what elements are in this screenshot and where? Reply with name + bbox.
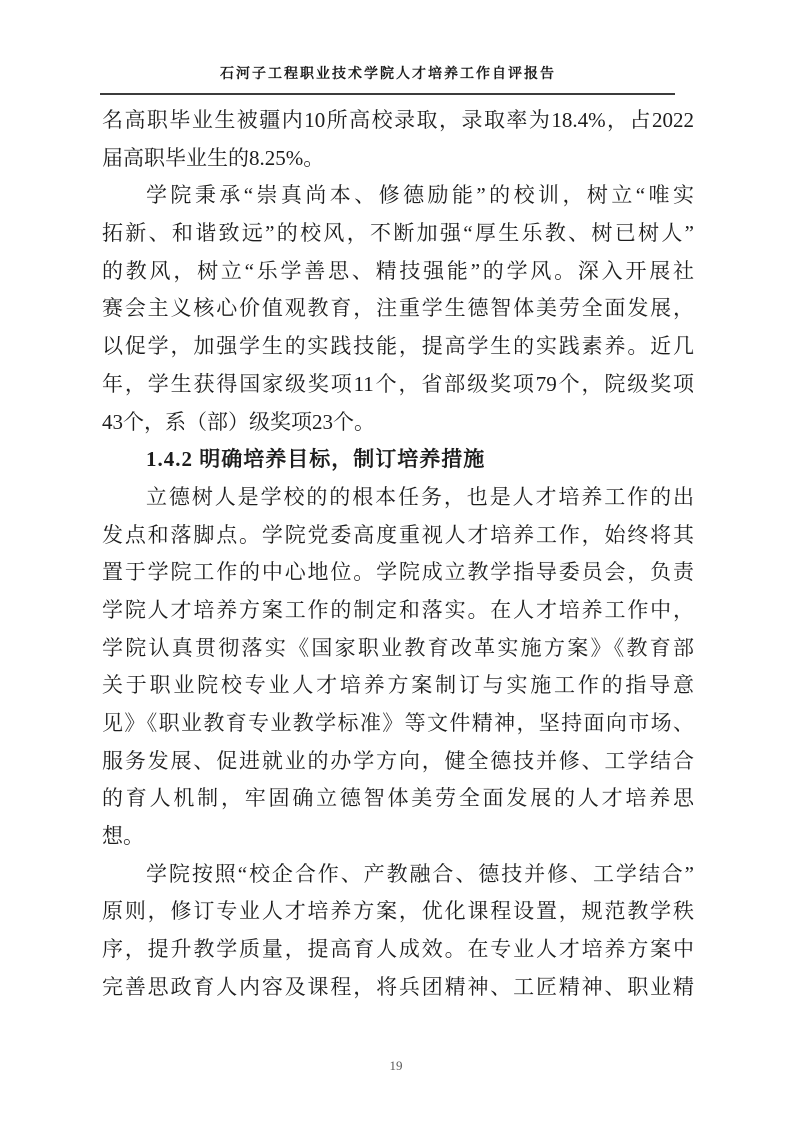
text-line: 43个，系（部）级奖项23个。 bbox=[102, 409, 375, 434]
text-line: 赛会主义核心价值观教育，注重学生德智体美劳全面发展， bbox=[102, 296, 694, 321]
text-line: 学院认真贯彻落实《国家职业教育改革实施方案》《教育部 bbox=[102, 635, 694, 660]
text-line: 想。 bbox=[102, 824, 144, 849]
text-line: 服务发展、促进就业的办学方向，健全德技并修、工学结合 bbox=[102, 748, 694, 773]
text-line: 关于职业院校专业人才培养方案制订与实施工作的指导意 bbox=[102, 673, 694, 698]
text-line: 学院按照“校企合作、产教融合、德技并修、工学结合” bbox=[146, 861, 694, 886]
text-line: 学院人才培养方案工作的制定和落实。在人才培养工作中， bbox=[102, 597, 694, 622]
text-line: 年，学生获得国家级奖项11个，省部级奖项79个，院级奖项 bbox=[102, 371, 694, 396]
text-line: 以促学，加强学生的实践技能，提高学生的实践素养。近几 bbox=[102, 334, 694, 359]
text-line: 名高职毕业生被疆内10所高校录取，录取率为18.4%，占2022 bbox=[102, 108, 694, 132]
document-body bbox=[102, 102, 694, 1007]
page-number: 19 bbox=[389, 1058, 403, 1073]
text-line: 的育人机制，牢固确立德智体美劳全面发展的人才培养思 bbox=[102, 786, 694, 811]
text-line: 序，提升教学质量，提高育人成效。在专业人才培养方案中 bbox=[102, 937, 694, 962]
text-line: 原则，修订专业人才培养方案，优化课程设置，规范教学秩 bbox=[102, 899, 694, 924]
text-line: 拓新、和谐致远”的校风，不断加强“厚生乐教、树已树人” bbox=[102, 221, 694, 246]
text-line: 置于学院工作的中心地位。学院成立教学指导委员会，负责 bbox=[102, 560, 694, 585]
text-line: 完善思政育人内容及课程，将兵团精神、工匠精神、职业精 bbox=[102, 974, 694, 999]
text-line: 的教风，树立“乐学善思、精技强能”的学风。深入开展社 bbox=[102, 258, 694, 283]
section-heading: 1.4.2 明确培养目标，制订培养措施 bbox=[146, 447, 486, 472]
header-rule bbox=[100, 93, 675, 95]
text-line: 发点和落脚点。学院党委高度重视人才培养工作，始终将其 bbox=[102, 522, 694, 547]
text-line: 见》《职业教育专业教学标准》等文件精神，坚持面向市场、 bbox=[102, 711, 694, 735]
text-line: 立德树人是学校的的根本任务，也是人才培养工作的出 bbox=[146, 484, 694, 509]
text-line: 届高职毕业生的8.25%。 bbox=[102, 145, 325, 170]
page-header-title: 石河子工程职业技术学院人才培养工作自评报告 bbox=[220, 67, 556, 82]
text-line: 学院秉承“崇真尚本、修德励能”的校训，树立“唯实 bbox=[146, 183, 694, 208]
